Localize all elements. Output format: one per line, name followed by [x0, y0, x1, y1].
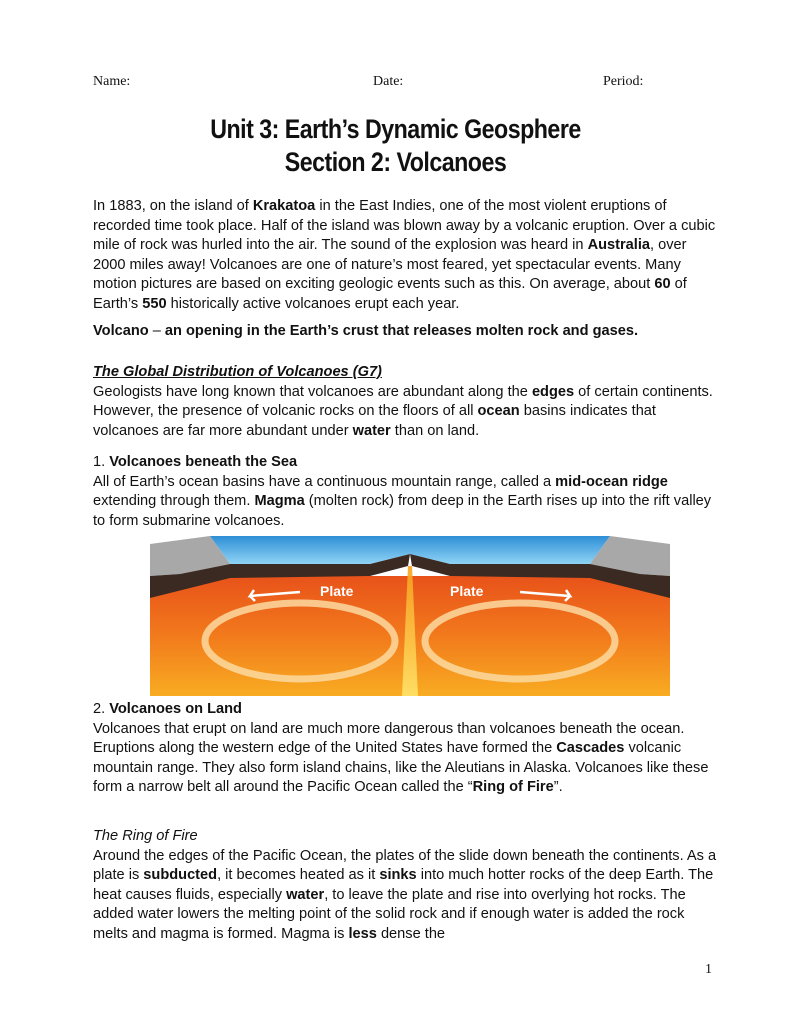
section-title: Section 2: Volcanoes	[284, 147, 507, 177]
page-number: 1	[705, 962, 712, 977]
definition-text: an opening in the Earth’s crust that releases molten rock and gases.	[164, 323, 638, 339]
section-heading: The Ring of Fire	[93, 828, 198, 844]
intro-paragraph: In 1883, on the island of Krakatoa in the East Indies, one of the most violent eruptions of recorded time took place. Half of the island was blown away by a volcanic eruption. Over a cubic mile of rock was hurled into the air. The sound of the explosion was heard in Australia, over 2000 miles away! Volcanoes are one of nature’s most feared, yet spectacular events. Many motion pictures are based on exciting geologic events such as this. On average, about 60 of Earth’s 550 historically active volcanoes erupt each year.	[93, 198, 716, 312]
volcanoes-beneath-sea-section: 1. Volcanoes beneath the Sea All of Earth’s ocean basins have a continuous mountain range, called a mid-ocean ridge extending through them. Magma (molten rock) from deep in the Earth rises up into the rift valley to form submarine volcanoes.	[93, 454, 712, 529]
ocean	[210, 536, 610, 564]
ring-of-fire-section: The Ring of Fire Around the edges of the Pacific Ocean, the plates of the slide down beneath the continents. As a plate is subducted, it becomes heated as it sinks into much hotter rocks of the deep Earth. The heat causes fluids, especially water, to leave the plate and rise into overlying hot rocks. The added water lowers the melting point of the solid rock and if enough water is added the rock melts and magma is formed. Magma is less dense the	[93, 827, 723, 945]
right-plate-label: Plate	[450, 583, 484, 599]
section-heading: Volcanoes on Land	[109, 701, 242, 717]
period-label: Period:	[603, 74, 644, 89]
date-label: Date:	[373, 74, 404, 89]
section-heading: The Global Distribution of Volcanoes (G7)	[93, 364, 382, 380]
mid-ocean-ridge-diagram	[150, 536, 670, 696]
global-distribution-section: The Global Distribution of Volcanoes (G7) Geologists have long known that volcanoes are abundant along the edges of certain continents. However, the presence of volcanic rocks on the floors of all ocean basins indicates that volcanoes are far more abundant under water than on land.	[93, 363, 723, 441]
volcano-definition: Volcano – an opening in the Earth’s crust that releases molten rock and gases.	[93, 323, 638, 339]
left-plate-label: Plate	[320, 583, 354, 599]
name-label: Name:	[93, 74, 131, 89]
section-heading: Volcanoes beneath the Sea	[109, 454, 298, 470]
volcanoes-on-land-section: 2. Volcanoes on Land Volcanoes that erupt on land are much more dangerous than volcanoes beneath the ocean. Eruptions along the western edge of the United States have formed the Cascades volcanic mountain range. They also form island chains, like the Aleutians in Alaska. Volcanoes like these form a narrow belt all around the Pacific Ocean called the “Ring of Fire”.	[93, 701, 709, 796]
header-fields	[93, 74, 653, 94]
definition-term: Volcano	[93, 323, 149, 339]
page-title: Unit 3: Earth’s Dynamic Geosphere	[210, 114, 581, 144]
